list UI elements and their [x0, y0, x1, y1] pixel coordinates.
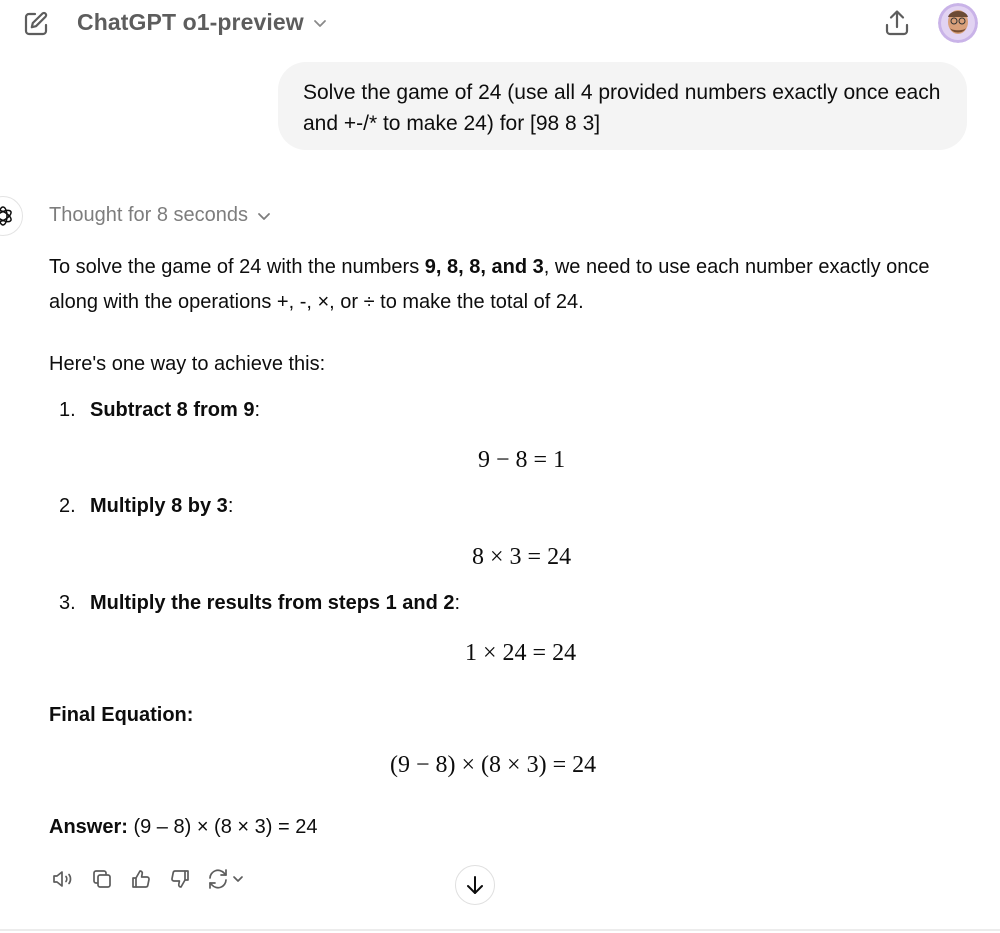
- chevron-down-icon: [312, 15, 328, 31]
- copy-icon[interactable]: [89, 866, 115, 892]
- thought-label: Thought for 8 seconds: [49, 204, 249, 226]
- avatar[interactable]: [938, 3, 978, 43]
- scroll-down-button[interactable]: [455, 865, 495, 905]
- read-aloud-icon[interactable]: [50, 866, 76, 892]
- intro-paragraph: To solve the game of 24 with the numbers 9, 8, 8, and 3, we need to use each number exactly once along with the operations +, -, ×, or ÷ to make the total of 24.: [49, 256, 930, 313]
- chevron-down-icon: [256, 208, 272, 224]
- chatgpt-logo-icon: [0, 196, 23, 236]
- thumbs-up-icon[interactable]: [128, 866, 154, 892]
- model-selector[interactable]: [77, 9, 328, 36]
- top-bar: [0, 0, 1000, 48]
- equation: 9 − 8 = 1: [478, 447, 566, 473]
- answer-line: Answer: (9 – 8) × (8 × 3) = 24: [49, 816, 318, 838]
- divider: [0, 929, 1000, 931]
- equation: 1 × 24 = 24: [465, 640, 577, 666]
- user-message-bubble: [278, 62, 967, 150]
- arrow-down-icon: [464, 874, 486, 896]
- share-icon[interactable]: [882, 8, 912, 38]
- final-equation: (9 − 8) × (8 × 3) = 24: [390, 752, 597, 778]
- model-name: ChatGPT o1-preview: [77, 9, 304, 35]
- message-actions: [50, 866, 259, 892]
- edit-icon[interactable]: [22, 10, 50, 38]
- list-item: 2. Multiply 8 by 3:: [59, 495, 234, 517]
- lead-paragraph: Here's one way to achieve this:: [49, 353, 326, 375]
- list-item: 1. Subtract 8 from 9:: [59, 399, 261, 421]
- thumbs-down-icon[interactable]: [167, 866, 193, 892]
- final-heading: Final Equation:: [49, 704, 194, 726]
- thought-toggle[interactable]: [49, 204, 272, 227]
- regenerate-icon[interactable]: [206, 866, 246, 892]
- list-item: 3. Multiply the results from steps 1 and 2:: [59, 592, 461, 614]
- equation: 8 × 3 = 24: [472, 544, 572, 570]
- user-message-text: Solve the game of 24 (use all 4 provided numbers exactly once each and +-/* to make 24) for [98 8 3]: [303, 81, 941, 135]
